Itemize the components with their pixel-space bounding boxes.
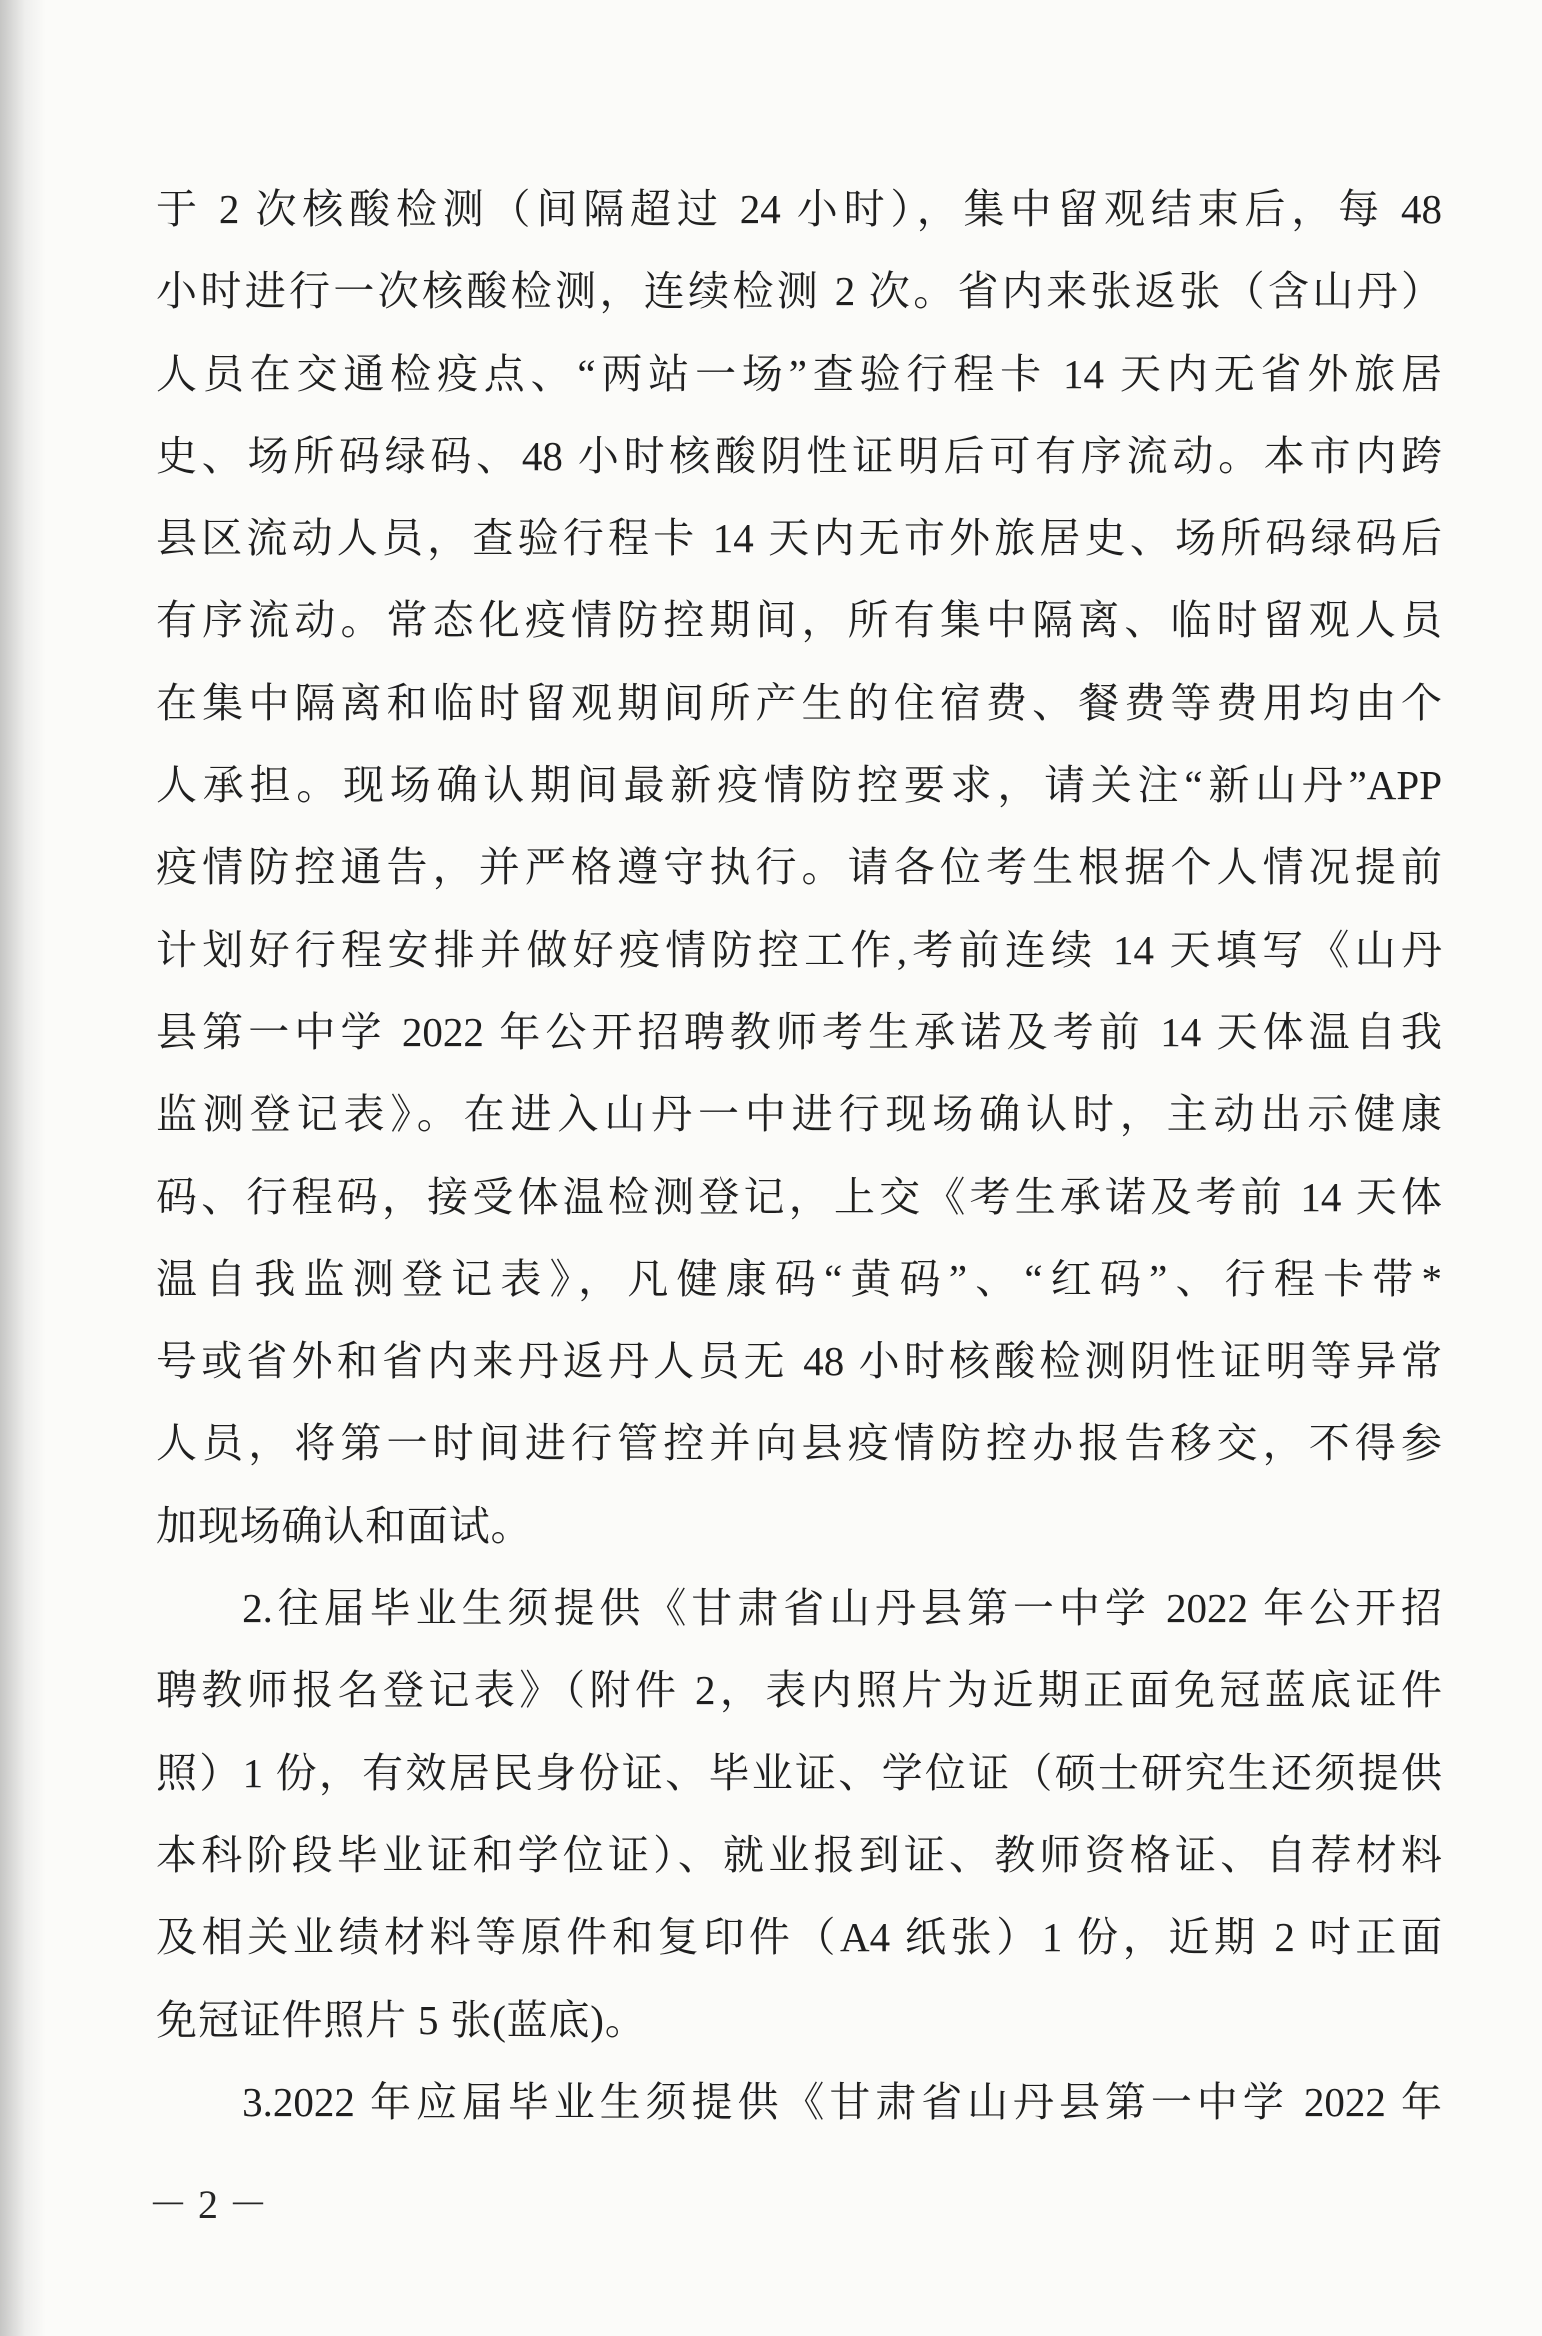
text-line: 本科阶段毕业证和学位证）、就业报到证、教师资格证、自荐材料 <box>156 1831 1442 1878</box>
text-line: 2.往届毕业生须提供《甘肃省山丹县第一中学 2022 年公开招 <box>242 1585 1442 1632</box>
body-text <box>156 168 1442 2143</box>
text-line: 县区流动人员，查验行程卡 14 天内无市外旅居史、场所码绿码后 <box>156 515 1442 562</box>
paragraph-item-3 <box>156 2061 1442 2143</box>
text-line: 及相关业绩材料等原件和复印件（A4 纸张）1 份，近期 2 吋正面 <box>156 1914 1442 1961</box>
text-line: 计划好行程安排并做好疫情防控工作,考前连续 14 天填写《山丹 <box>156 926 1442 973</box>
text-line: 于 2 次核酸检测（间隔超过 24 小时），集中留观结束后，每 48 <box>156 186 1442 232</box>
text-line: 疫情防控通告，并严格遵守执行。请各位考生根据个人情况提前 <box>156 844 1442 891</box>
text-line: 照）1 份，有效居民身份证、毕业证、学位证（硕士研究生还须提供 <box>156 1749 1442 1796</box>
text-line: 史、场所码绿码、48 小时核酸阴性证明后可有序流动。本市内跨 <box>156 432 1442 479</box>
text-line: 人承担。现场确认期间最新疫情防控要求，请关注“新山丹”APP <box>156 762 1442 809</box>
text-line: 加现场确认和面试。 <box>156 1502 533 1549</box>
text-line: 人员在交通检疫点、“两站一场”查验行程卡 14 天内无省外旅居 <box>156 350 1442 397</box>
text-line: 监测登记表》。在进入山丹一中进行现场确认时，主动出示健康 <box>156 1091 1442 1138</box>
text-line: 温自我监测登记表》，凡健康码“黄码”、“红码”、行程卡带* <box>156 1255 1442 1302</box>
text-line: 有序流动。常态化疫情防控期间，所有集中隔离、临时留观人员 <box>156 597 1442 644</box>
text-line: 县第一中学 2022 年公开招聘教师考生承诺及考前 14 天体温自我 <box>156 1008 1442 1055</box>
text-line: 3.2022 年应届毕业生须提供《甘肃省山丹县第一中学 2022 年 <box>242 2078 1442 2125</box>
text-line: 人员，将第一时间进行管控并向县疫情防控办报告移交，不得参 <box>156 1420 1442 1467</box>
text-line: 码、行程码，接受体温检测登记，上交《考生承诺及考前 14 天体 <box>156 1173 1442 1220</box>
paragraph-continuation <box>156 168 1442 1567</box>
text-line: 在集中隔离和临时留观期间所产生的住宿费、餐费等费用均由个 <box>156 679 1442 726</box>
page-number: － 2 － <box>148 2182 268 2227</box>
paragraph-item-2 <box>156 1567 1442 2061</box>
text-line: 小时进行一次核酸检测，连续检测 2 次。省内来张返张（含山丹） <box>156 268 1442 315</box>
text-line: 免冠证件照片 5 张(蓝底)。 <box>156 1996 647 2043</box>
text-line: 号或省外和省内来丹返丹人员无 48 小时核酸检测阴性证明等异常 <box>156 1338 1442 1385</box>
text-line: 聘教师报名登记表》（附件 2，表内照片为近期正面免冠蓝底证件 <box>156 1667 1442 1714</box>
